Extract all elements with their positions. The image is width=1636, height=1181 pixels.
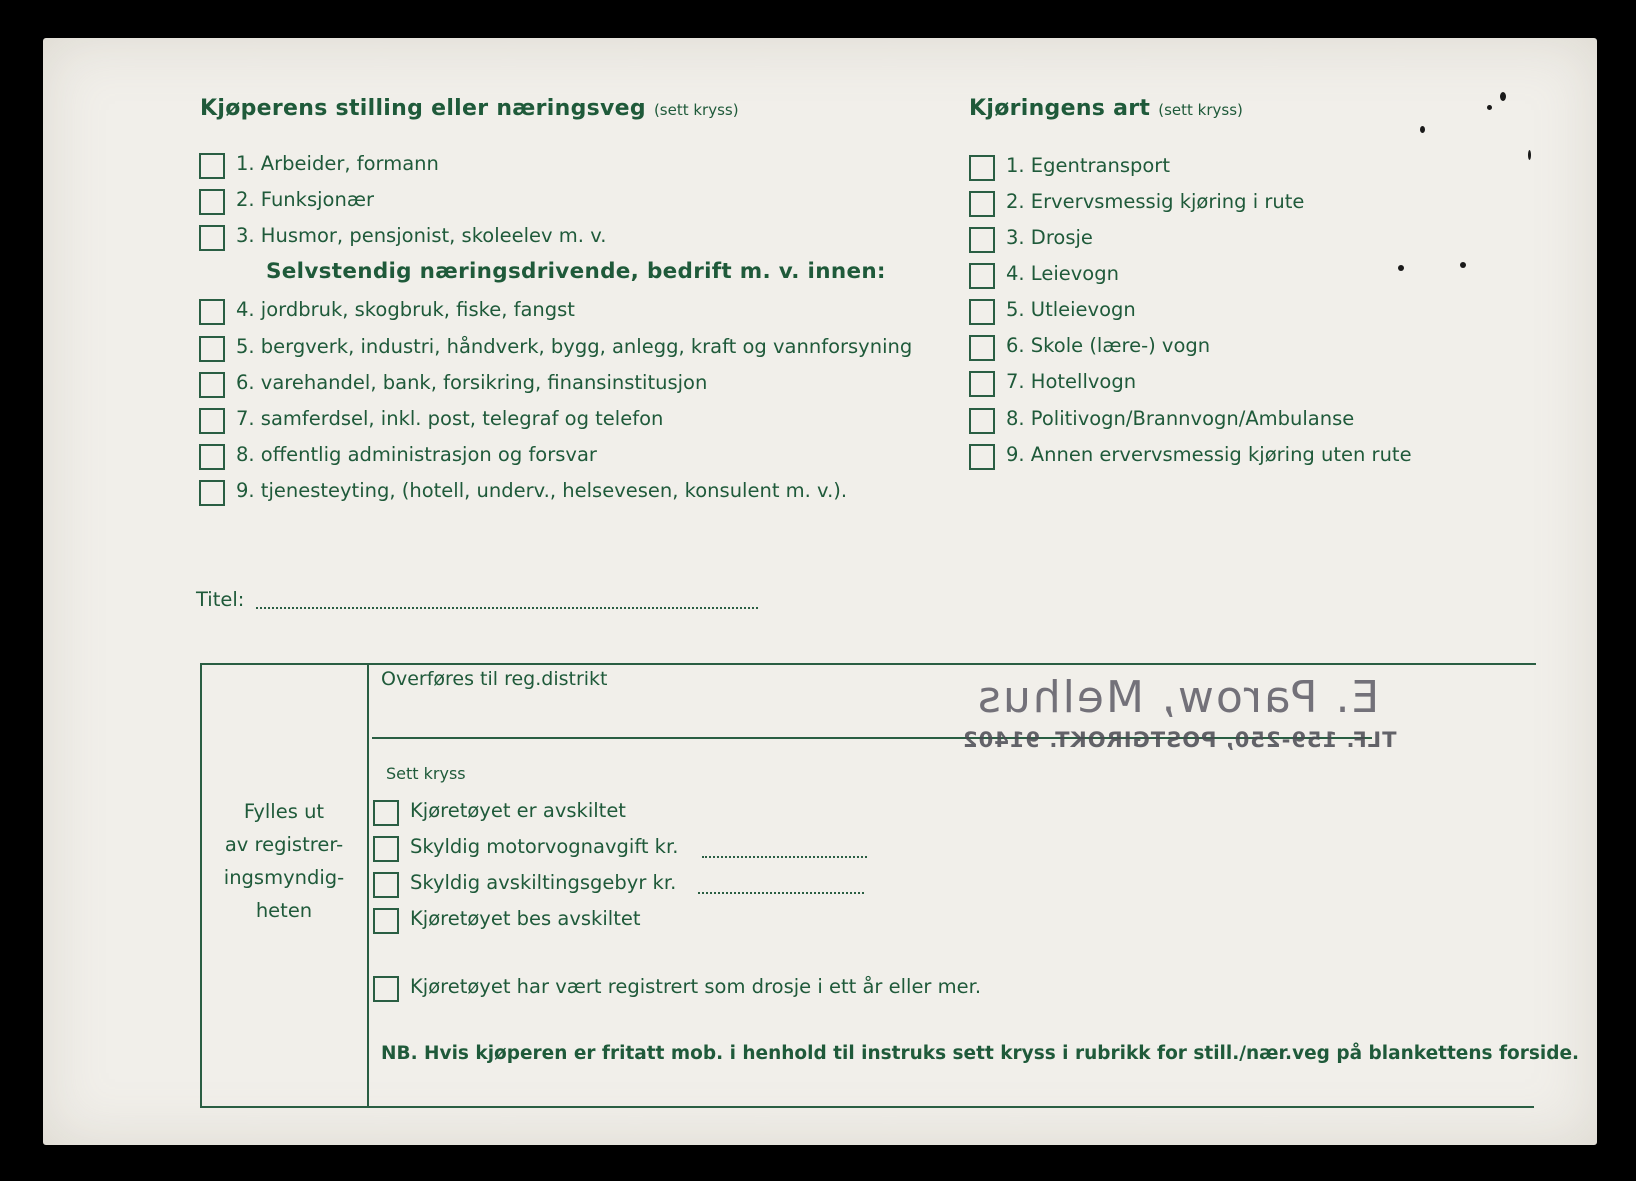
checkbox-avskiltet[interactable] [373,800,399,826]
speck-mark [1487,105,1492,110]
driving-item-1: 1. Egentransport [1006,154,1170,177]
industry-item-5: 5. bergverk, industri, håndverk, bygg, anlegg, kraft og vannforsyning [236,335,913,358]
side-label-line-3: ingsmyndig- [223,866,345,889]
checkbox-industry-5[interactable] [199,336,225,362]
speck-mark [1500,92,1506,101]
registry-box-top-border [200,663,1536,665]
right-title-text: Kjøringens art [969,96,1151,121]
checkbox-occupation-2[interactable] [199,189,225,215]
left-section-title [200,96,739,121]
check-bes-avskiltet-label: Kjøretøyet bes avskiltet [410,907,641,930]
occupation-item-3: 3. Husmor, pensjonist, skoleelev m. v. [236,224,607,247]
registry-box-bottom-border [200,1106,1534,1108]
driving-item-5: 5. Utleievogn [1006,298,1136,321]
side-label-line-2: av registrer- [224,833,344,856]
checkbox-bes-avskiltet[interactable] [373,908,399,934]
checkbox-driving-8[interactable] [969,408,995,434]
checkbox-driving-4[interactable] [969,263,995,289]
checkbox-avskiltingsgebyr[interactable] [373,872,399,898]
check-motorvognavgift-label: Skyldig motorvognavgift kr. [410,835,679,858]
checkbox-industry-7[interactable] [199,408,225,434]
checkbox-driving-7[interactable] [969,371,995,397]
left-title-note: (sett kryss) [653,101,739,119]
speck-mark [1460,262,1466,268]
speck-mark [1420,126,1425,133]
checkbox-driving-1[interactable] [969,155,995,181]
speck-mark [1398,265,1404,271]
driving-item-8: 8. Politivogn/Brannvogn/Ambulanse [1006,407,1355,430]
side-label-line-4: heten [255,899,313,922]
exemption-note: NB. Hvis kjøperen er fritatt mob. i henhold til instruks sett kryss i rubrikk for still./nær.veg på blankettens forside. [381,1043,1580,1064]
checkbox-industry-6[interactable] [199,372,225,398]
right-section-title [969,96,1243,121]
self-employed-subheading: Selvstendig næringsdrivende, bedrift m. v. innen: [266,259,886,284]
speck-mark [1528,150,1531,160]
occupation-item-2: 2. Funksjonær [236,188,374,211]
industry-item-6: 6. varehandel, bank, forsikring, finansinstitusjon [236,371,708,394]
checkbox-driving-2[interactable] [969,191,995,217]
checkbox-driving-3[interactable] [969,227,995,253]
driving-item-6: 6. Skole (lære-) vogn [1006,334,1211,357]
checkbox-occupation-1[interactable] [199,153,225,179]
transfer-label: Overføres til reg.distrikt [381,668,608,690]
check-drosje-one-year-label: Kjøretøyet har vært registrert som drosje i ett år eller mer. [410,975,982,998]
industry-item-8: 8. offentlig administrasjon og forsvar [236,443,597,466]
checkbox-driving-9[interactable] [969,444,995,470]
right-title-note: (sett kryss) [1158,101,1243,119]
registry-side-label [205,795,363,927]
driving-item-7: 7. Hotellvogn [1006,370,1137,393]
checkbox-industry-8[interactable] [199,444,225,470]
driving-item-9: 9. Annen ervervsmessig kjøring uten rute [1006,443,1412,466]
industry-item-7: 7. samferdsel, inkl. post, telegraf og telefon [236,407,664,430]
industry-item-4: 4. jordbruk, skogbruk, fiske, fangst [236,298,575,321]
stamp-name: E. Parow, Melhus [976,672,1380,723]
sett-kryss-label: Sett kryss [386,764,466,783]
registry-box-divider [367,663,369,1108]
left-title-text: Kjøperens stilling eller næringsveg [200,96,646,121]
check-avskiltet-label: Kjøretøyet er avskiltet [410,799,626,822]
stamp-address: TLF. 159-250, POSTGIROKT. 91402 [962,728,1397,752]
checkbox-industry-9[interactable] [199,480,225,506]
driving-item-3: 3. Drosje [1006,226,1093,249]
occupation-item-1: 1. Arbeider, formann [236,152,439,175]
side-label-line-1: Fylles ut [243,800,325,823]
checkbox-occupation-3[interactable] [199,225,225,251]
titel-input-line[interactable] [256,607,758,609]
registry-box-left-border [200,663,202,1108]
checkbox-industry-4[interactable] [199,299,225,325]
checkbox-drosje-one-year[interactable] [373,976,399,1002]
titel-label: Titel: [196,588,245,611]
industry-item-9: 9. tjenesteyting, (hotell, underv., helsevesen, konsulent m. v.). [236,479,848,502]
checkbox-driving-6[interactable] [969,335,995,361]
driving-item-2: 2. Ervervsmessig kjøring i rute [1006,190,1305,213]
driving-item-4: 4. Leievogn [1006,262,1119,285]
avskiltingsgebyr-amount-line[interactable] [698,892,864,894]
checkbox-motorvognavgift[interactable] [373,836,399,862]
check-avskiltingsgebyr-label: Skyldig avskiltingsgebyr kr. [410,871,677,894]
checkbox-driving-5[interactable] [969,299,995,325]
motorvognavgift-amount-line[interactable] [702,856,867,858]
